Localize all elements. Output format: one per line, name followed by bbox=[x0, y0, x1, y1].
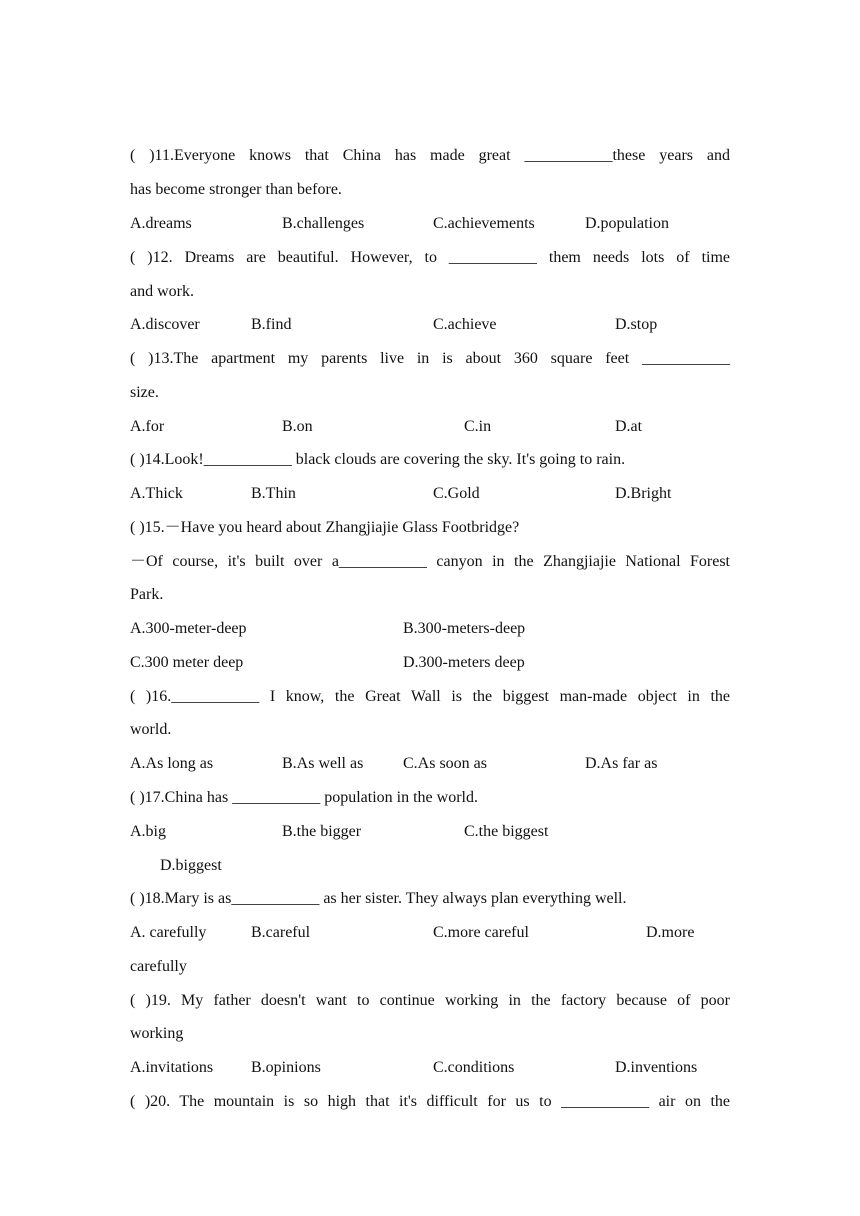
q19-option-b: B.opinions bbox=[251, 1059, 321, 1076]
q17-option-c: C.the biggest bbox=[464, 823, 549, 840]
q13-stem-line1: ( )13.The apartment my parents live in is about 360 square feet ___________ bbox=[130, 350, 730, 367]
q16-option-b: B.As well as bbox=[282, 755, 364, 772]
q16-options bbox=[130, 747, 730, 781]
q13-option-a: A.for bbox=[130, 418, 165, 435]
q16-stem-line1: ( )16.___________ I know, the Great Wall is the biggest man-made object in the bbox=[130, 688, 730, 705]
q12-option-c: C.achieve bbox=[433, 316, 497, 333]
q19-stem-line1: ( )19. My father doesn't want to continue working in the factory because of poor bbox=[130, 992, 730, 1009]
q18-option-d: D.more bbox=[646, 924, 695, 941]
q13-option-c: C.in bbox=[464, 418, 492, 435]
q12-option-a: A.discover bbox=[130, 316, 200, 333]
q16-stem-line2: world. bbox=[130, 721, 172, 738]
q11-options bbox=[130, 207, 730, 241]
q18-stem-line1: ( )18.Mary is as___________ as her sister. They always plan everything well. bbox=[130, 890, 627, 907]
q12-option-d: D.stop bbox=[615, 316, 658, 333]
q18-option-b: B.careful bbox=[251, 924, 311, 941]
q13-options bbox=[130, 410, 730, 444]
q15-option-d: D.300-meters deep bbox=[403, 654, 525, 671]
q20-stem-line1: ( )20. The mountain is so high that it's difficult for us to ___________ air on the bbox=[130, 1093, 730, 1110]
q11-option-b: B.challenges bbox=[282, 215, 365, 232]
q18-option-c: C.more careful bbox=[433, 924, 529, 941]
q16-option-c: C.As soon as bbox=[403, 755, 488, 772]
q19-option-c: C.conditions bbox=[433, 1059, 515, 1076]
q13-option-b: B.on bbox=[282, 418, 313, 435]
q14-options bbox=[130, 477, 730, 511]
q15-stem-line3: Park. bbox=[130, 586, 164, 603]
q15-options-row1 bbox=[130, 612, 730, 646]
q18-option-a: A. carefully bbox=[130, 924, 207, 941]
q12-stem-line1: ( )12. Dreams are beautiful. However, to ___________ them needs lots of time bbox=[130, 249, 730, 266]
q17-option-a: A.big bbox=[130, 823, 166, 840]
q16-option-a: A.As long as bbox=[130, 755, 214, 772]
q13-option-d: D.at bbox=[615, 418, 643, 435]
q15-option-b: B.300-meters-deep bbox=[403, 620, 526, 637]
q19-option-d: D.inventions bbox=[615, 1059, 698, 1076]
q14-stem-line1: ( )14.Look!___________ black clouds are covering the sky. It's going to rain. bbox=[130, 451, 626, 468]
q11-option-c: C.achievements bbox=[433, 215, 535, 232]
q19-option-a: A.invitations bbox=[130, 1059, 214, 1076]
q11-stem-line2: has become stronger than before. bbox=[130, 181, 342, 198]
q15-stem-line2: －Of course, it's built over a___________ canyon in the Zhangjiajie National Forest bbox=[130, 553, 730, 570]
q14-option-c: C.Gold bbox=[433, 485, 480, 502]
q15-option-a: A.300-meter-deep bbox=[130, 620, 247, 637]
q17-options bbox=[130, 815, 730, 849]
q19-options bbox=[130, 1051, 730, 1085]
q12-options bbox=[130, 308, 730, 342]
q15-options-row2 bbox=[130, 646, 730, 680]
q12-option-b: B.find bbox=[251, 316, 292, 333]
q18-options bbox=[130, 916, 730, 950]
q11-stem-line1: ( )11.Everyone knows that China has made great ___________these years and bbox=[130, 147, 730, 164]
q17-options-row2 bbox=[130, 849, 730, 883]
q14-option-d: D.Bright bbox=[615, 485, 672, 502]
q16-option-d: D.As far as bbox=[585, 755, 658, 772]
q17-stem-line1: ( )17.China has ___________ population in the world. bbox=[130, 789, 478, 806]
q14-option-b: B.Thin bbox=[251, 485, 296, 502]
q17-option-d: D.biggest bbox=[160, 857, 222, 874]
q18-option-d-continued: carefully bbox=[130, 958, 187, 975]
q15-stem-line1: ( )15.－Have you heard about Zhangjiajie Glass Footbridge? bbox=[130, 519, 520, 536]
q12-stem-line2: and work. bbox=[130, 283, 194, 300]
q17-option-b: B.the bigger bbox=[282, 823, 362, 840]
q11-option-a: A.dreams bbox=[130, 215, 192, 232]
q15-option-c: C.300 meter deep bbox=[130, 654, 244, 671]
q11-option-d: D.population bbox=[585, 215, 669, 232]
q19-stem-line2: working bbox=[130, 1025, 184, 1042]
q14-option-a: A.Thick bbox=[130, 485, 183, 502]
q13-stem-line2: size. bbox=[130, 384, 159, 401]
